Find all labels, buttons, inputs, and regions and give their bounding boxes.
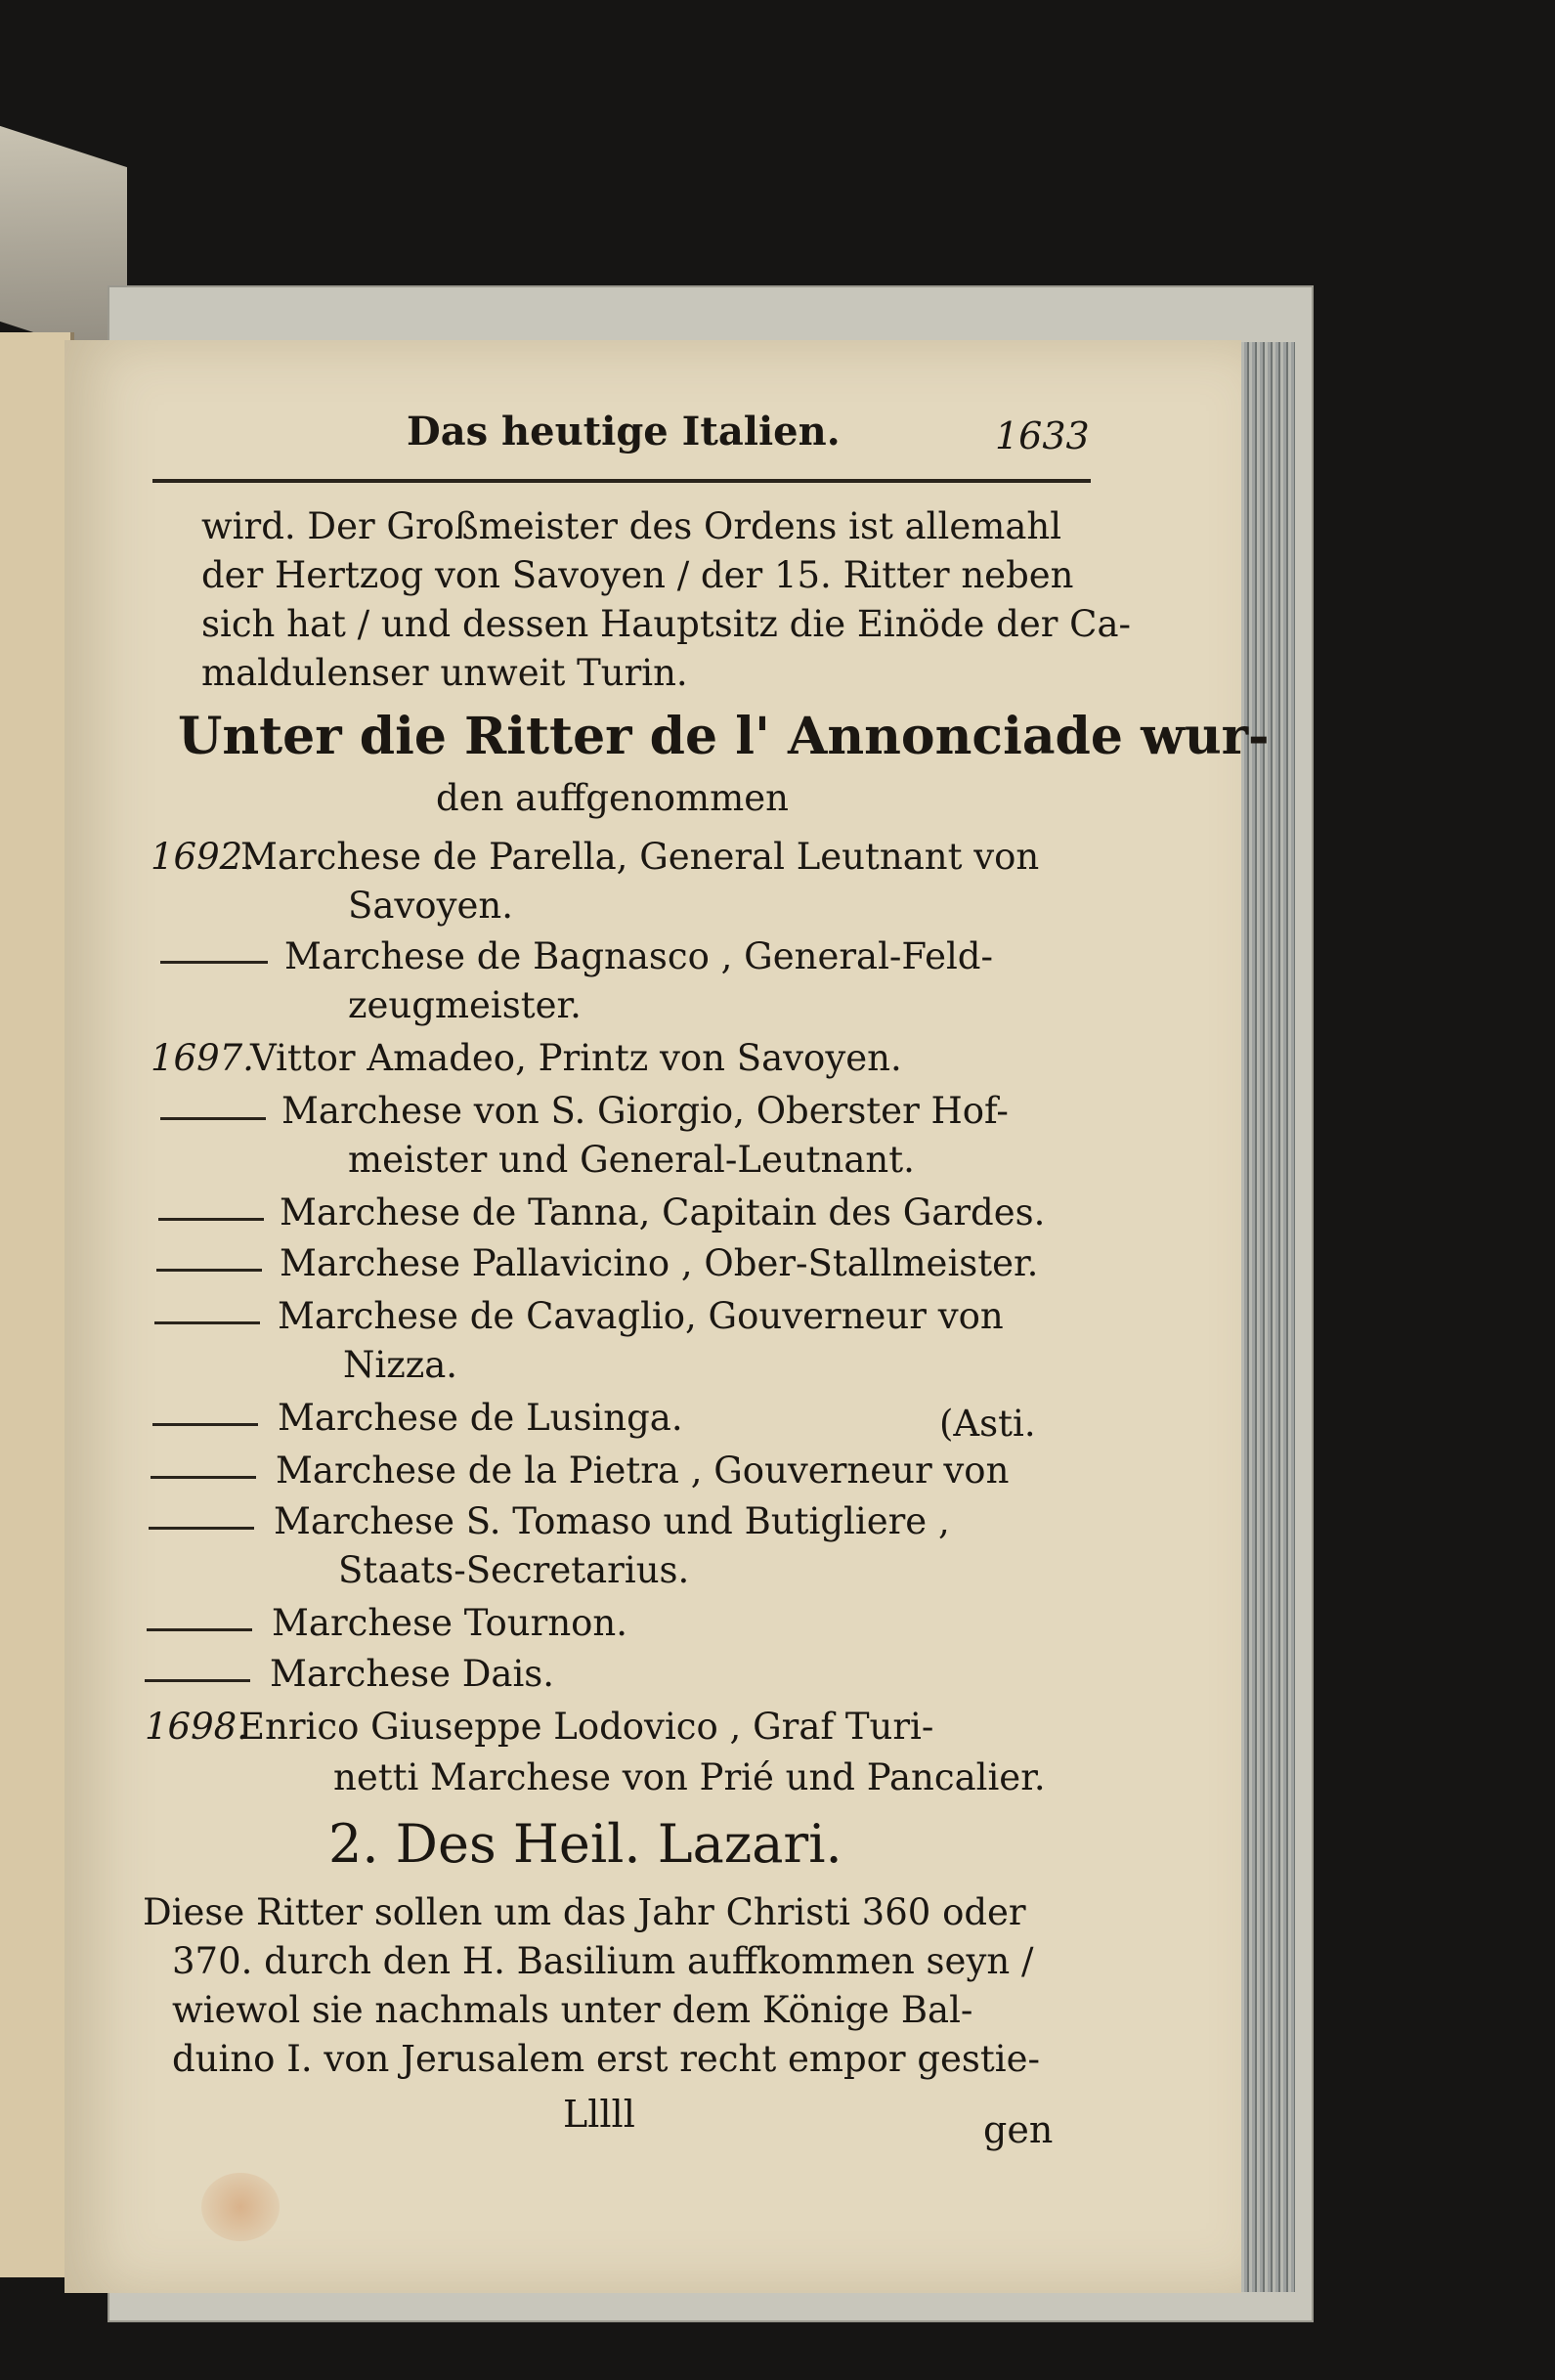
- entry-text: Vittor Amadeo, Printz von Savoyen.: [250, 1037, 902, 1079]
- running-head: Das heutige Italien.: [407, 409, 841, 454]
- entry-dash: [147, 1628, 252, 1631]
- entry-text: Marchese de Lusinga.: [278, 1397, 683, 1439]
- body-line: maldulenser unweit Turin.: [201, 652, 688, 694]
- entry-cont: zeugmeister.: [348, 984, 582, 1026]
- entry-text: Marchese Dais.: [270, 1653, 555, 1695]
- entry-dash: [154, 1321, 260, 1324]
- list-heading: Unter die Ritter de l' Annonciade wur-: [178, 707, 1270, 766]
- entry-cont: Nizza.: [343, 1344, 458, 1386]
- entry-cont: netti Marchese von Prié und Pancalier.: [333, 1756, 1046, 1798]
- entry-text: Marchese Tournon.: [272, 1602, 628, 1644]
- body-line: wird. Der Großmeister des Ordens ist allemahl: [201, 505, 1062, 547]
- body-line: duino I. von Jerusalem erst recht empor gestie-: [172, 2038, 1041, 2080]
- entry-text: Marchese de Cavaglio, Gouverneur von: [278, 1295, 1004, 1337]
- body-line: sich hat / und dessen Hauptsitz die Einöde der Ca-: [201, 603, 1132, 645]
- entry-year: 1697.: [151, 1037, 254, 1079]
- entry-right-note: (Asti.: [939, 1403, 1036, 1445]
- entry-cont: meister und General-Leutnant.: [348, 1139, 915, 1181]
- entry-dash: [156, 1269, 262, 1272]
- entry-dash: [158, 1218, 264, 1221]
- entry-cont: Staats-Secretarius.: [338, 1549, 690, 1591]
- page-content: [65, 340, 1270, 2293]
- entry-dash: [151, 1476, 256, 1479]
- left-page-edge: [0, 332, 74, 2277]
- entry-text: Marchese von S. Giorgio, Oberster Hof-: [281, 1090, 1009, 1132]
- entry-text: Marchese de la Pietra , Gouverneur von: [276, 1450, 1010, 1492]
- entry-text: Marchese S. Tomaso und Butigliere ,: [274, 1500, 950, 1542]
- entry-text: Marchese Pallavicino , Ober-Stallmeister.: [280, 1242, 1039, 1284]
- entry-dash: [160, 1117, 266, 1120]
- body-line: wiewol sie nachmals unter dem Könige Bal-: [172, 1989, 973, 2031]
- entry-dash: [160, 961, 268, 964]
- body-line: der Hertzog von Savoyen / der 15. Ritter neben: [201, 554, 1074, 596]
- signature-mark: Lllll: [563, 2093, 635, 2136]
- body-line: 370. durch den H. Basilium auffkommen seyn /: [172, 1940, 1034, 1982]
- body-line: Diese Ritter sollen um das Jahr Christi 360 oder: [143, 1891, 1026, 1933]
- entry-cont: Savoyen.: [348, 885, 513, 927]
- entry-dash: [149, 1527, 254, 1530]
- header-rule: [152, 479, 1091, 483]
- catchword: gen: [983, 2108, 1054, 2151]
- entry-text: Marchese de Bagnasco , General-Feld-: [284, 935, 993, 977]
- entry-dash: [145, 1679, 250, 1682]
- entry-dash: [152, 1423, 258, 1426]
- page-number: 1633: [995, 414, 1090, 457]
- section-title: 2. Des Heil. Lazari.: [328, 1813, 842, 1875]
- entry-text: Marchese de Parella, General Leutnant von: [240, 836, 1040, 878]
- page-edges: [1236, 342, 1295, 2292]
- list-heading-cont: den auffgenommen: [436, 777, 789, 819]
- entry-text: Marchese de Tanna, Capitain des Gardes.: [280, 1191, 1046, 1233]
- book-page: [65, 340, 1270, 2293]
- entry-year: 1692.: [151, 836, 254, 878]
- entry-year: 1698.: [145, 1706, 248, 1748]
- entry-text: Enrico Giuseppe Lodovico , Graf Turi-: [238, 1706, 934, 1748]
